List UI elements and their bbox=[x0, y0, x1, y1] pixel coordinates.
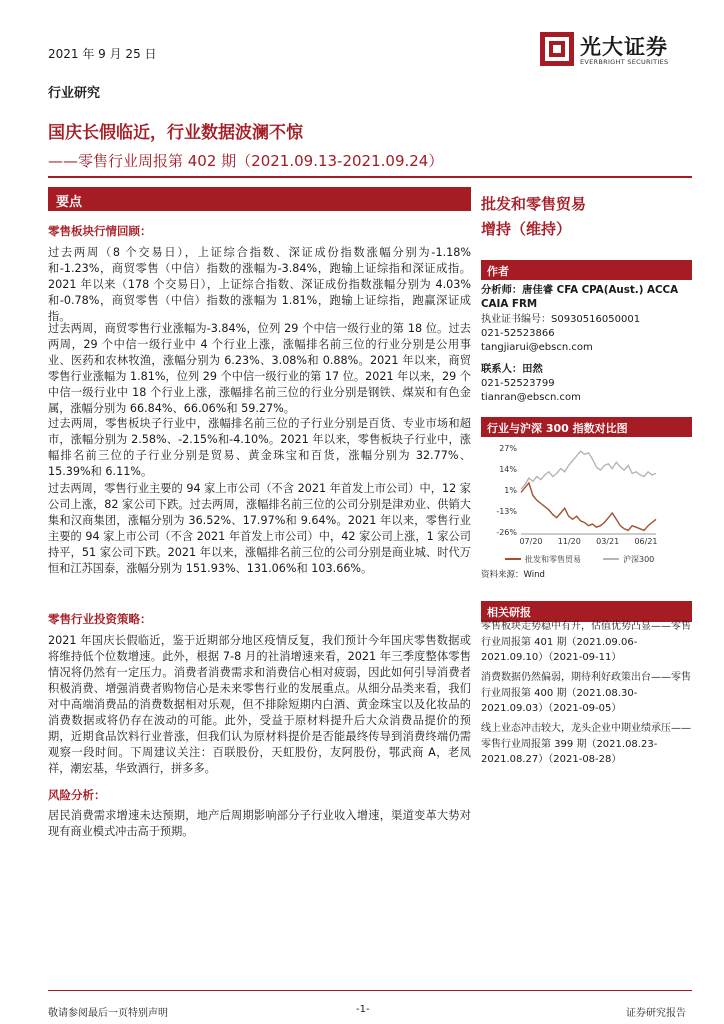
legend-label: 批发和零售贸易 bbox=[525, 555, 581, 564]
page-subtitle: ——零售行业周报第 402 期（2021.09.13-2021.09.24） bbox=[48, 152, 444, 170]
y-tick-label: -26% bbox=[496, 528, 517, 537]
footer-disclaimer[interactable]: 敬请参阅最后一页特别声明 bbox=[48, 1008, 168, 1019]
analyst-email: tangjiarui@ebscn.com bbox=[481, 342, 593, 353]
related-report-1[interactable]: 零售板块走势稳中有升，估值优势凸显——零售行业周报第 401 期（2021.09.06-2021.09.10）（2021-09-11） bbox=[481, 621, 691, 663]
footer-report-type: 证券研究报告 bbox=[626, 1008, 686, 1019]
analyst-phone: 021-52523866 bbox=[481, 328, 555, 339]
related-report-3[interactable]: 线上业态冲击较大，龙头企业中期业绩承压——零售行业周报第 399 期（2021.08.23-2021.08.27）（2021-08-28） bbox=[481, 723, 691, 765]
x-tick-label: 11/20 bbox=[557, 537, 581, 546]
summary-heading-bar bbox=[48, 187, 471, 211]
logo-en-text: EVERBRIGHT SECURITIES bbox=[580, 58, 669, 66]
contact-line: 联系人：田然 bbox=[481, 363, 543, 375]
page-title: 国庆长假临近，行业数据波澜不惊 bbox=[48, 123, 303, 143]
logo-cn-text: 光大证券 bbox=[580, 35, 668, 59]
analyst-line: 分析师：唐佳睿 CFA CPA(Aust.) ACCA CAIA FRM bbox=[481, 284, 679, 310]
section2-para: 2021 年国庆长假临近，鉴于近期部分地区疫情反复，我们预计今年国庆零售数据或将维持低个位数增速。此外，根据 7-8 月的社消增速来看，2021 年三季度整体零售情况将仍然有一定压力。消费者消费需求和消费信心相对疲弱，因此如何引导消费者积极消费、增强消费者购物信心是未来零售行业的发展重点。从细分品类来看，我们对中高端消费品的消费数据相对乐观，但不排除短期内白酒、黄金珠宝以及化妆品的消费数据或将仍存在波动的可能。此外，受益于原材料提升后大众消费品提价的预期，近期食品饮料行业普涨，但我们认为原材料提价是否能最终传导到消费终端仍需观察一段时间。下周建议关注：百联股份，天虹股份，友阿股份，鄂武商 A，老凤祥，潮宏基，华致酒行，拼多多。 bbox=[48, 634, 471, 775]
footer-divider bbox=[48, 990, 692, 991]
section3-para: 居民消费需求增速未达预期，地产后周期影响部分子行业收入增速，渠道变革大势对现有商业模式冲击高于预期。 bbox=[48, 809, 471, 838]
company-logo bbox=[540, 30, 690, 70]
y-tick-label: 27% bbox=[499, 444, 517, 453]
section1-para3: 过去两周，零售板块子行业中，涨幅排名前三位的子行业分别是百货、专业市场和超市，涨幅分别为 2.58%、-2.15%和-4.10%。2021 年以来，零售板块子行业中，涨幅排名前三位的子行业分别是贸易、黄金珠宝和百货，涨幅分别为 32.77%、15.39%和 6.11%。 bbox=[48, 417, 471, 478]
chart-heading-bar bbox=[481, 417, 692, 437]
y-tick-label: -13% bbox=[496, 507, 517, 516]
section1-para1: 过去两周（8 个交易日），上证综合指数、深证成份指数涨幅分别为-1.18%和-1.23%，商贸零售（中信）指数的涨幅为-3.84%，跑输上证综指和深证成指。2021 年以来（178 个交易日），上证综合指数、深证成份指数涨幅分别为 4.03%和-0.78%，商贸零售（中信）指数的涨幅为 1.81%，跑输上证综指，跑赢深证成指。 bbox=[48, 246, 471, 323]
contact-phone: 021-52523799 bbox=[481, 378, 555, 389]
x-tick-label: 03/21 bbox=[596, 537, 620, 546]
page-number: -1- bbox=[356, 1004, 370, 1015]
logo-mark-icon bbox=[540, 32, 574, 66]
series-line-retail bbox=[521, 483, 656, 531]
authors-heading: 作者 bbox=[487, 265, 509, 278]
authors-heading-bar bbox=[481, 260, 692, 280]
related-heading-bar bbox=[481, 601, 692, 621]
industry-name: 批发和零售贸易 bbox=[481, 195, 587, 213]
section1-para2: 过去两周，商贸零售行业涨幅为-3.84%，位列 29 个中信一级行业的第 18 位。过去两周，29 个中信一级行业中 4 个行业上涨，涨幅排名前三位的行业分别是公用事业、医药和农林牧渔，涨幅分别为 6.23%、3.08%和 0.88%。2021 年以来，商贸零售行业涨幅为 1.81%，位列 29 个中信一级行业的第 17 位。2021 年以来，29 个中信一级行业中 18 个行业上涨，涨幅排名前三位的行业分别是钢铁、煤炭和有色金属，涨幅分别为 66.84%、66.06%和 59.27%。 bbox=[48, 322, 471, 415]
x-tick-label: 07/20 bbox=[519, 537, 543, 546]
related-report-2[interactable]: 消费数据仍然偏弱，期待利好政策出台——零售行业周报第 400 期（2021.08.30-2021.09.03）（2021-09-05） bbox=[481, 672, 691, 714]
chart-heading: 行业与沪深 300 指数对比图 bbox=[487, 422, 628, 435]
comparison-chart bbox=[481, 440, 692, 578]
section1-para4: 过去两周，零售行业主要的 94 家上市公司（不含 2021 年首发上市公司）中，12 家公司上涨，82 家公司下跌。过去两周，涨幅排名前三位的公司分别是津劝业、供销大集和汉商集团，涨幅分别为 36.52%、17.97%和 9.64%。2021 年以来，零售行业主要的 94 家上市公司（不含 2021 年首发上市公司）中，42 家公司上涨，1 家公司持平，51 家公司下跌。2021 年以来，涨幅排名前三位的公司分别是商业城、时代万恒和江苏国泰，涨幅分别为 151.93%、131.06%和 103.66%。 bbox=[48, 482, 471, 575]
report-date: 2021 年 9 月 25 日 bbox=[48, 47, 157, 61]
summary-heading: 要点 bbox=[56, 195, 83, 210]
rating: 增持（维持） bbox=[481, 220, 572, 238]
contact-email: tianran@ebscn.com bbox=[481, 392, 581, 403]
header-divider bbox=[48, 176, 692, 178]
y-tick-label: 14% bbox=[499, 465, 517, 474]
sector-label: 行业研究 bbox=[48, 86, 101, 101]
analyst-license: 执业证书编号：S0930516050001 bbox=[481, 314, 641, 325]
legend-label: 沪深300 bbox=[623, 555, 655, 564]
y-tick-label: 1% bbox=[504, 486, 517, 495]
section1-title: 零售板块行情回顾： bbox=[48, 224, 152, 238]
series-line-csi300 bbox=[521, 451, 656, 489]
section3-title: 风险分析： bbox=[48, 788, 106, 802]
chart-source: 资料来源：Wind bbox=[481, 570, 545, 580]
x-tick-label: 06/21 bbox=[634, 537, 658, 546]
related-heading: 相关研报 bbox=[487, 606, 531, 619]
section2-title: 零售行业投资策略： bbox=[48, 612, 152, 626]
